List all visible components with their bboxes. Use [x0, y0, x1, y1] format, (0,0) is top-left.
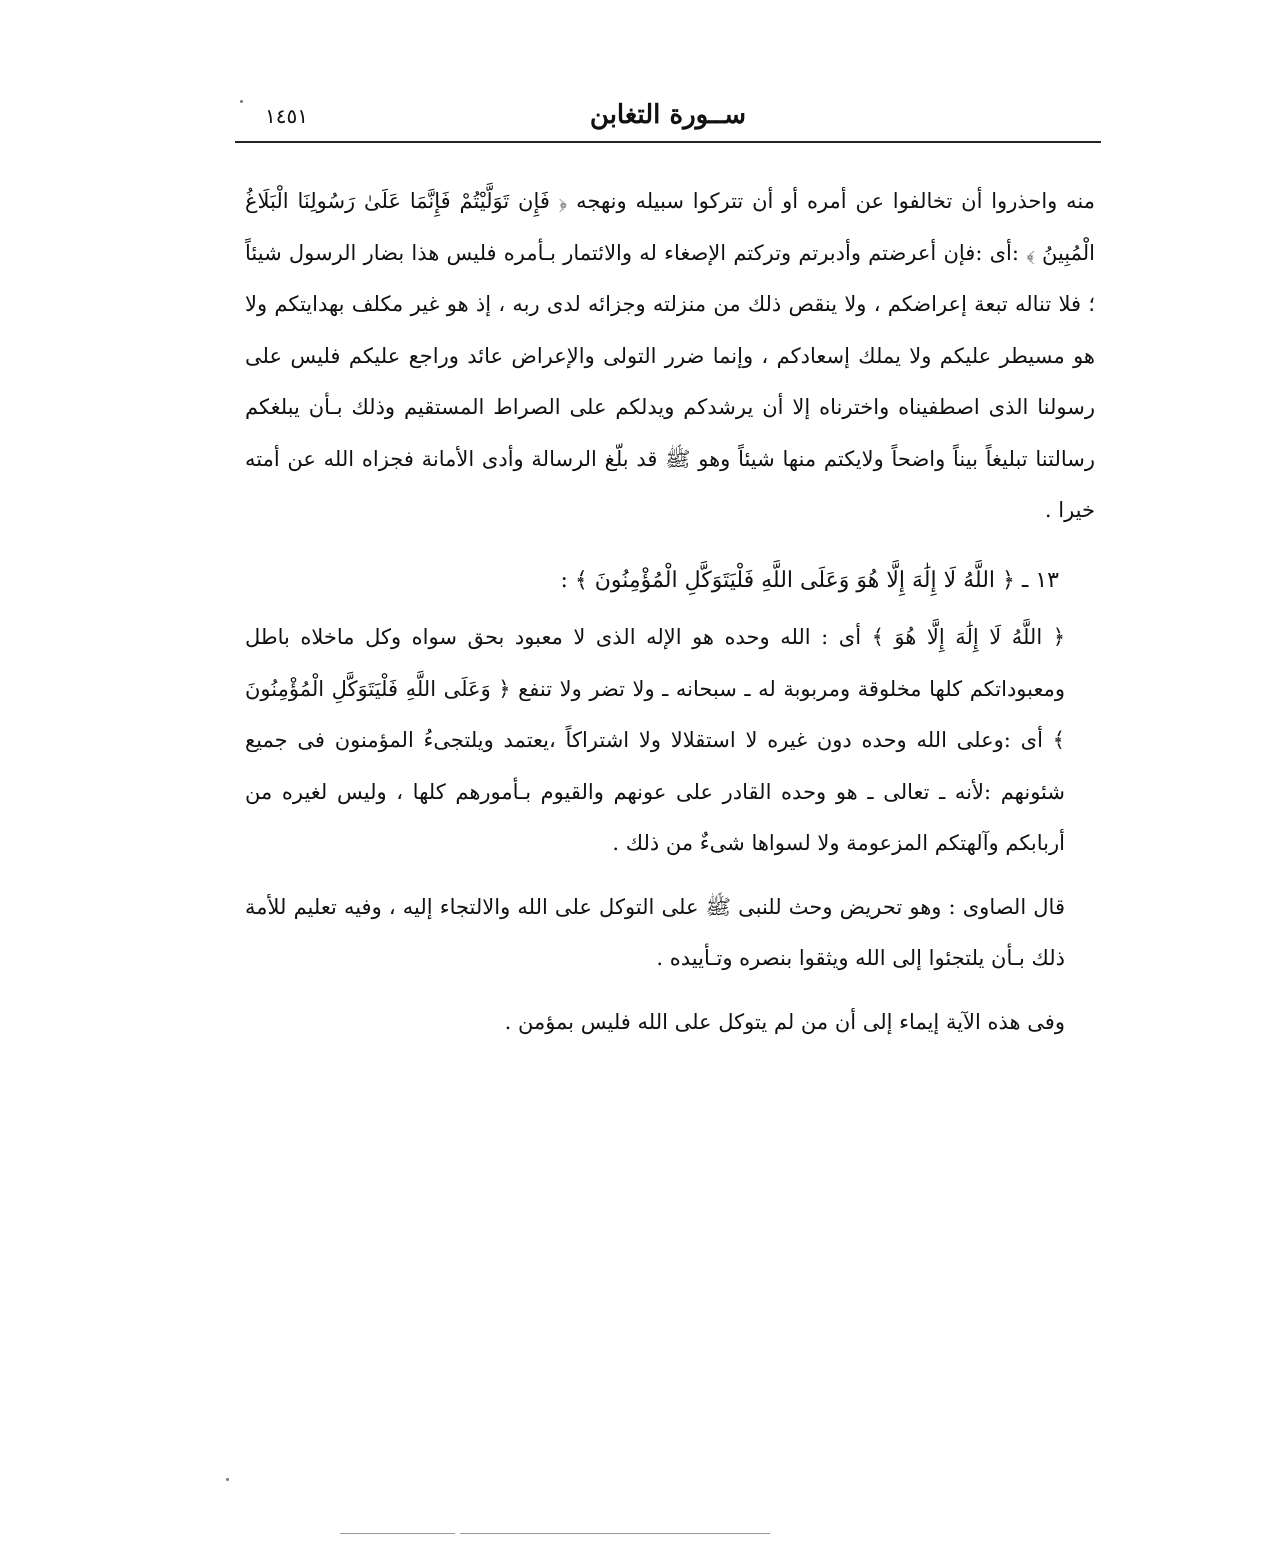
header-rule — [235, 141, 1101, 143]
page-number: ١٤٥١ — [265, 104, 308, 128]
surah-title: ســورة التغابن — [589, 100, 747, 130]
commentary-paragraph: قال الصاوى : وهو تحريض وحث للنبى ﷺ على التوكل على الله والالتجاء إليه ، وفيه تعليم للأمة ذلك بـأن يلتجئوا إلى الله ويثقوا بنصره وتـأييده . — [245, 894, 1065, 970]
commentary-paragraph: منه واحذروا أن تخالفوا عن أمره أو أن تتركوا سبيله ونهجه ﴿ فَإِن تَوَلَّيْتُمْ فَإِنَّمَا عَلَىٰ رَسُولِنَا الْبَلَاغُ الْمُبِينُ ﴾ :أى :فإن أعرضتم وأدبرتم وتركتم الإصغاء له والائتمار بـأمره فليس هذا بضار الرسول شيئاً ؛ فلا تناله تبعة إعراضكم ، ولا ينقص ذلك من منزلته وجزائه لدى ربه ، إذ هو غير مكلف بهدايتكم ولا هو مسيطر عليكم ولا يملك إسعادكم ، وإنما ضرر التولى والإعراض عائد وراجع عليكم فليس على رسولنا الذى اصطفيناه واخترناه إلا أن يرشدكم ويدلكم على الصراط المستقيم وذلك بـأن يبلغكم رسالتنا تبليغاً بيناً واضحاً ولايكتم منها شيئاً وهو ﷺ قد بلّغ الرسالة وأدى الأمانة فجزاه الله عن أمته خيرا . — [245, 189, 1095, 522]
scan-speck — [226, 1478, 229, 1481]
commentary-paragraph: ﴿ اللَّهُ لَا إِلَٰهَ إِلَّا هُوَ ﴾ أى : الله وحده هو الإله الذى لا معبود بحق سواه وكل ماخلاه باطل ومعبوداتكم كلها مخلوقة ومربوبة له ـ سبحانه ـ ولا تضر ولا تنفع ﴿ وَعَلَى اللَّهِ فَلْيَتَوَكَّلِ الْمُؤْمِنُونَ ﴾ أى :وعلى الله وحده دون غيره لا استقلالا ولا اشتراكاً ،يعتمد ويلتجىءُ المؤمنون فى جميع شئونهم :لأنه ـ تعالى ـ هو وحده القادر على عونهم والقيوم بـأمورهم كلها ، وليس لغيره من أربابكم وآلهتكم المزعومة ولا لسواها شىءٌ من ذلك . — [245, 625, 1065, 855]
page-header — [235, 96, 1101, 136]
verse-heading: ١٣ ـ ﴿ اللَّهُ لَا إِلَٰهَ إِلَّا هُوَ وَعَلَى اللَّهِ فَلْيَتَوَكَّلِ الْمُؤْمِنُونَ ﴾ : — [560, 567, 1059, 593]
commentary-paragraph: وفى هذه الآية إيماء إلى أن من لم يتوكل على الله فليس بمؤمن . — [504, 1009, 1065, 1034]
scan-speck — [240, 100, 243, 103]
page-body — [245, 176, 1095, 1048]
footer-rule — [340, 1533, 455, 1534]
footer-rule — [460, 1533, 770, 1534]
